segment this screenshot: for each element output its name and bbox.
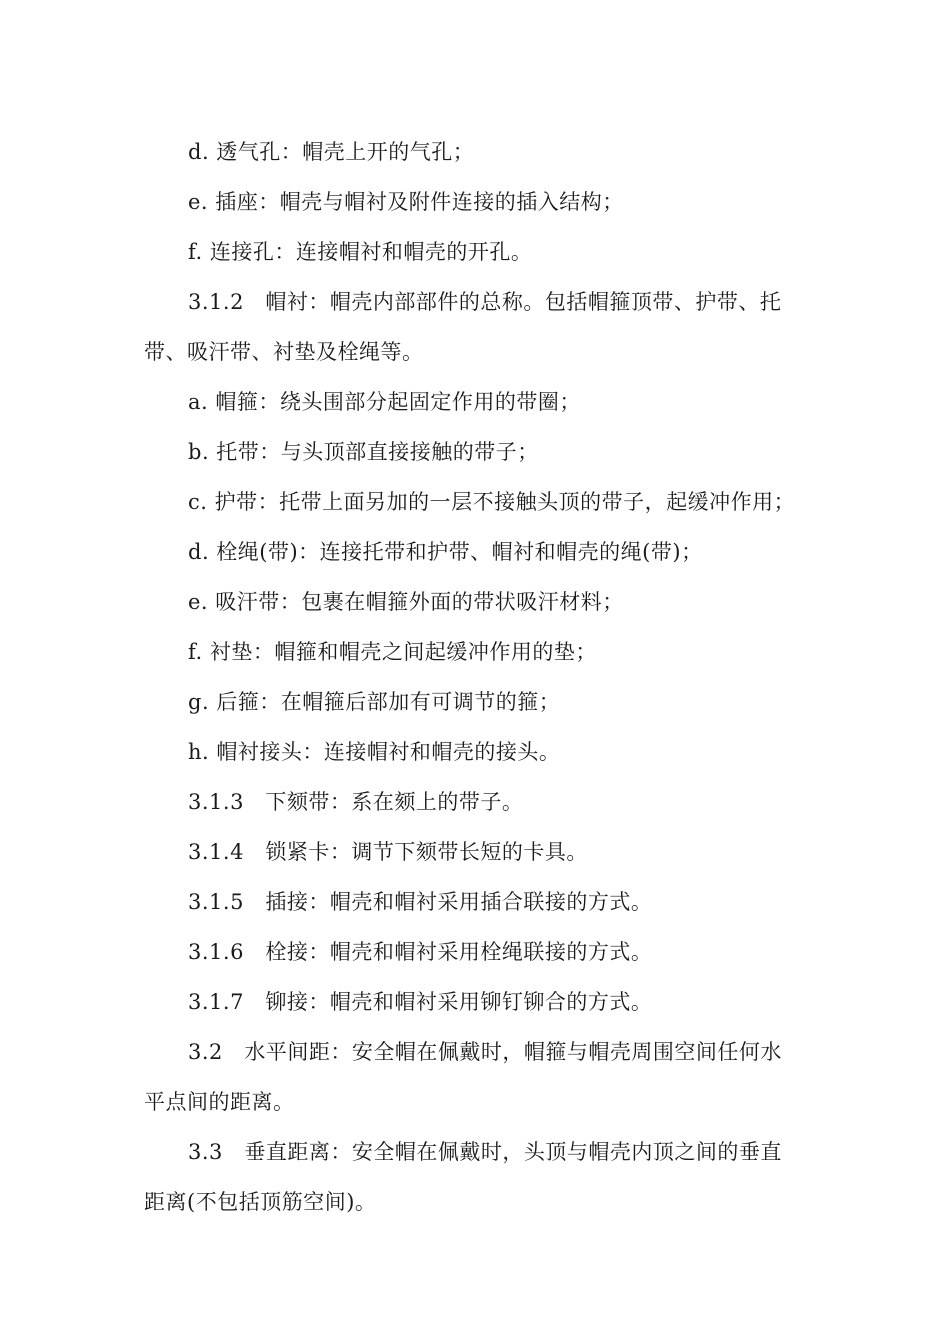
item-h-liner-joint: h. 帽衬接头：连接帽衬和帽壳的接头。 [188, 740, 561, 764]
item-d-vent-hole: d. 透气孔：帽壳上开的气孔； [188, 140, 475, 164]
item-d-tie-rope: d. 栓绳(带)：连接托带和护带、帽衬和帽壳的绳(带)； [188, 540, 703, 564]
clause-3-3-cont: 距离(不包括顶筋空间)。 [144, 1190, 377, 1214]
clause-3-1-6: 3.1.6 栓接：帽壳和帽衬采用栓绳联接的方式。 [188, 940, 653, 964]
clause-3-1-2: 3.1.2 帽衬：帽壳内部部件的总称。包括帽箍顶带、护带、托 [188, 290, 782, 314]
clause-3-3: 3.3 垂直距离：安全帽在佩戴时，头顶与帽壳内顶之间的垂直 [188, 1140, 782, 1164]
clause-3-1-3: 3.1.3 下颏带：系在颏上的带子。 [188, 790, 524, 814]
clause-3-2-cont: 平点间的距离。 [144, 1090, 295, 1114]
clause-3-1-4: 3.1.4 锁紧卡：调节下颏带长短的卡具。 [188, 840, 588, 864]
clause-3-1-5: 3.1.5 插接：帽壳和帽衬采用插合联接的方式。 [188, 890, 653, 914]
item-f-cushion: f. 衬垫：帽箍和帽壳之间起缓冲作用的垫； [188, 640, 597, 664]
item-e-sweatband: e. 吸汗带：包裹在帽箍外面的带状吸汗材料； [188, 590, 624, 614]
clause-3-2: 3.2 水平间距：安全帽在佩戴时，帽箍与帽壳周围空间任何水 [188, 1040, 782, 1064]
item-g-rear-band: g. 后箍：在帽箍后部加有可调节的箍； [188, 690, 561, 714]
item-b-support-strap: b. 托带：与头顶部直接接触的带子； [188, 440, 539, 464]
clause-3-1-7: 3.1.7 铆接：帽壳和帽衬采用铆钉铆合的方式。 [188, 990, 653, 1014]
clause-3-1-2-cont: 带、吸汗带、衬垫及栓绳等。 [144, 340, 424, 364]
item-c-protective-strap: c. 护带：托带上面另加的一层不接触头顶的带子，起缓冲作用； [188, 490, 796, 514]
item-f-connection-hole: f. 连接孔：连接帽衬和帽壳的开孔。 [188, 240, 533, 264]
item-a-headband: a. 帽箍：绕头围部分起固定作用的带圈； [188, 390, 581, 414]
item-e-socket: e. 插座：帽壳与帽衬及附件连接的插入结构； [188, 190, 624, 214]
